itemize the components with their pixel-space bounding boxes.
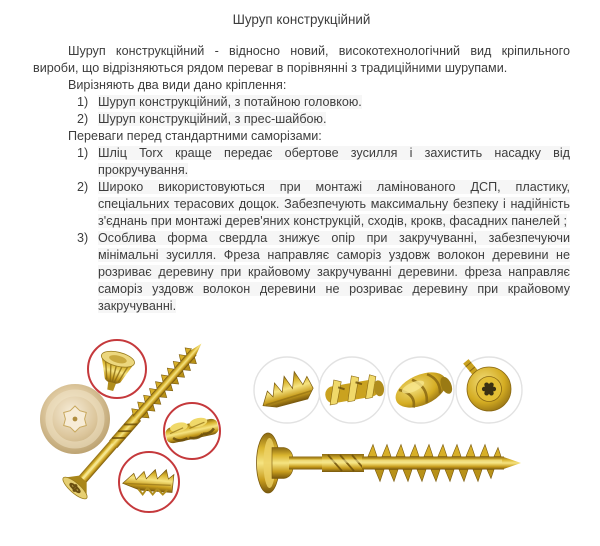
milled-thread-circle <box>319 357 385 423</box>
list-text: Особлива форма свердла знижує опір при закручуванні, забезпечуючи мінімальні зусилля. Фреза направляє саморіз уздовж волокон деревини не розриває деревину при крайовому закручуванні деревини. фреза направляє саморіз уздовж волокон деревини не розриває деревину при крайовому закручуванні. <box>98 231 570 313</box>
advantage-list-item <box>77 179 570 230</box>
advantages-heading: Переваги перед стандартними саморізами: <box>68 129 322 143</box>
list-number: 2) <box>77 112 89 126</box>
list-text: Шуруп конструкційний, з потайною головкою. <box>98 95 362 109</box>
thread-crests-bottom <box>375 470 494 482</box>
serrated-tip-circle <box>254 357 320 423</box>
type-list-item <box>77 94 570 111</box>
washer-head-circle <box>456 357 522 423</box>
document-title: Шуруп конструкційний <box>232 12 371 27</box>
document-body <box>33 11 570 315</box>
screw-figures <box>0 330 600 546</box>
head-detail-callout <box>88 340 146 398</box>
type-list-item <box>77 111 570 128</box>
types-heading: Вирізняють два види дано кріплення: <box>68 78 287 92</box>
intro-paragraph: Шуруп конструкційний - відносно новий, високотехнологічний вид кріпильного вироби, що відрізняються рядом переваг в порівнянні з традиційними шурупами. <box>33 44 570 75</box>
list-number: 1) <box>77 95 89 109</box>
list-text: Шуруп конструкційний, з прес-шайбою. <box>98 112 327 126</box>
wafer-head-screw-figure <box>257 433 522 493</box>
thread-crests-top <box>368 445 501 457</box>
advantage-list-item <box>77 145 570 179</box>
list-text: Широко використовуються при монтажі ламінованого ДСП, пластику, спеціальних терасових дощок. Забезпечують максимальну безпеку і надійність з'єднань при монтажі дерев'яних конструкцій, сходів, крокв, фасадних панелей ; <box>98 180 570 228</box>
thread-detail-callout <box>163 403 220 459</box>
list-number: 2) <box>77 180 89 194</box>
reamer-circle <box>388 357 455 423</box>
tip-detail-callout <box>119 452 179 512</box>
advantage-list-item <box>77 230 570 315</box>
list-number: 1) <box>77 146 89 160</box>
list-text: Шліц Torx краще передає обертове зусилля і захистить насадку від прокручування. <box>98 146 570 177</box>
list-number: 3) <box>77 231 89 245</box>
torx-recess-top-view <box>40 384 110 454</box>
